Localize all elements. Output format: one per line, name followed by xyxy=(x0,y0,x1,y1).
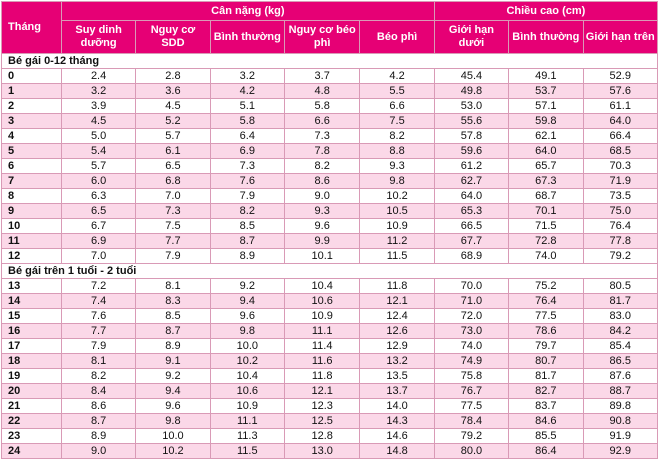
value-cell: 10.0 xyxy=(210,339,284,354)
value-cell: 8.5 xyxy=(136,309,210,324)
value-cell: 3.7 xyxy=(284,69,359,84)
value-cell: 5.1 xyxy=(210,99,284,114)
value-cell: 68.5 xyxy=(583,144,658,159)
value-cell: 12.9 xyxy=(360,339,434,354)
table-row xyxy=(2,144,658,159)
table-header xyxy=(2,2,658,54)
value-cell: 10.2 xyxy=(360,189,434,204)
value-cell: 91.9 xyxy=(583,429,658,444)
value-cell: 64.0 xyxy=(434,189,508,204)
value-cell: 6.6 xyxy=(284,114,359,129)
month-cell: 9 xyxy=(2,204,62,219)
section-row xyxy=(2,264,658,279)
table-row xyxy=(2,354,658,369)
col-header-risk-malnourished: Nguy cơ SDD xyxy=(136,21,210,54)
col-header-height-lower: Giới hạn dưới xyxy=(434,21,508,54)
value-cell: 12.1 xyxy=(284,384,359,399)
value-cell: 9.2 xyxy=(136,369,210,384)
value-cell: 11.5 xyxy=(210,444,284,459)
value-cell: 8.4 xyxy=(61,384,135,399)
value-cell: 85.4 xyxy=(583,339,658,354)
value-cell: 7.9 xyxy=(61,339,135,354)
value-cell: 12.4 xyxy=(360,309,434,324)
month-cell: 2 xyxy=(2,99,62,114)
value-cell: 84.2 xyxy=(583,324,658,339)
value-cell: 53.0 xyxy=(434,99,508,114)
value-cell: 6.7 xyxy=(61,219,135,234)
value-cell: 71.0 xyxy=(434,294,508,309)
value-cell: 57.8 xyxy=(434,129,508,144)
value-cell: 74.9 xyxy=(434,354,508,369)
value-cell: 5.7 xyxy=(136,129,210,144)
value-cell: 79.2 xyxy=(583,249,658,264)
value-cell: 10.4 xyxy=(210,369,284,384)
value-cell: 7.5 xyxy=(136,219,210,234)
value-cell: 4.5 xyxy=(136,99,210,114)
col-header-height-upper: Giới hạn trên xyxy=(583,21,658,54)
value-cell: 6.4 xyxy=(210,129,284,144)
table-row xyxy=(2,204,658,219)
table-row xyxy=(2,324,658,339)
month-cell: 6 xyxy=(2,159,62,174)
value-cell: 8.6 xyxy=(284,174,359,189)
value-cell: 4.2 xyxy=(210,84,284,99)
value-cell: 11.2 xyxy=(360,234,434,249)
month-cell: 1 xyxy=(2,84,62,99)
value-cell: 3.6 xyxy=(136,84,210,99)
value-cell: 49.8 xyxy=(434,84,508,99)
value-cell: 9.6 xyxy=(284,219,359,234)
value-cell: 76.4 xyxy=(509,294,583,309)
value-cell: 6.6 xyxy=(360,99,434,114)
value-cell: 13.0 xyxy=(284,444,359,459)
value-cell: 7.3 xyxy=(210,159,284,174)
value-cell: 9.2 xyxy=(210,279,284,294)
value-cell: 4.2 xyxy=(360,69,434,84)
value-cell: 77.8 xyxy=(583,234,658,249)
height-group-header: Chiều cao (cm) xyxy=(434,2,657,21)
month-cell: 0 xyxy=(2,69,62,84)
table-row xyxy=(2,279,658,294)
value-cell: 7.7 xyxy=(136,234,210,249)
value-cell: 10.0 xyxy=(136,429,210,444)
value-cell: 59.8 xyxy=(509,114,583,129)
value-cell: 10.9 xyxy=(284,309,359,324)
value-cell: 8.9 xyxy=(210,249,284,264)
value-cell: 70.3 xyxy=(583,159,658,174)
value-cell: 6.5 xyxy=(136,159,210,174)
value-cell: 67.3 xyxy=(509,174,583,189)
value-cell: 67.7 xyxy=(434,234,508,249)
month-cell: 17 xyxy=(2,339,62,354)
value-cell: 57.6 xyxy=(583,84,658,99)
value-cell: 11.1 xyxy=(210,414,284,429)
month-cell: 24 xyxy=(2,444,62,459)
table-body xyxy=(2,54,658,459)
value-cell: 14.6 xyxy=(360,429,434,444)
value-cell: 61.2 xyxy=(434,159,508,174)
table-row xyxy=(2,114,658,129)
value-cell: 8.8 xyxy=(360,144,434,159)
value-cell: 88.7 xyxy=(583,384,658,399)
value-cell: 8.7 xyxy=(136,324,210,339)
value-cell: 8.2 xyxy=(284,159,359,174)
month-cell: 3 xyxy=(2,114,62,129)
table-row xyxy=(2,189,658,204)
value-cell: 10.6 xyxy=(210,384,284,399)
value-cell: 7.9 xyxy=(136,249,210,264)
col-header-risk-obese: Nguy cơ béo phì xyxy=(284,21,359,54)
value-cell: 9.6 xyxy=(210,309,284,324)
section-title: Bé gái 0-12 tháng xyxy=(2,54,658,69)
value-cell: 10.9 xyxy=(210,399,284,414)
value-cell: 7.9 xyxy=(210,189,284,204)
value-cell: 76.7 xyxy=(434,384,508,399)
table-row xyxy=(2,69,658,84)
month-cell: 13 xyxy=(2,279,62,294)
value-cell: 9.6 xyxy=(136,399,210,414)
value-cell: 92.9 xyxy=(583,444,658,459)
value-cell: 8.1 xyxy=(136,279,210,294)
value-cell: 8.1 xyxy=(61,354,135,369)
month-header: Tháng xyxy=(2,2,62,54)
value-cell: 6.9 xyxy=(210,144,284,159)
value-cell: 8.2 xyxy=(61,369,135,384)
value-cell: 8.2 xyxy=(360,129,434,144)
value-cell: 8.3 xyxy=(136,294,210,309)
value-cell: 66.5 xyxy=(434,219,508,234)
value-cell: 9.0 xyxy=(284,189,359,204)
value-cell: 7.3 xyxy=(136,204,210,219)
value-cell: 80.7 xyxy=(509,354,583,369)
month-cell: 4 xyxy=(2,129,62,144)
value-cell: 13.2 xyxy=(360,354,434,369)
value-cell: 86.4 xyxy=(509,444,583,459)
table-row xyxy=(2,339,658,354)
table-row xyxy=(2,99,658,114)
value-cell: 76.4 xyxy=(583,219,658,234)
value-cell: 12.1 xyxy=(360,294,434,309)
month-cell: 14 xyxy=(2,294,62,309)
value-cell: 75.8 xyxy=(434,369,508,384)
month-cell: 22 xyxy=(2,414,62,429)
value-cell: 83.0 xyxy=(583,309,658,324)
value-cell: 5.2 xyxy=(136,114,210,129)
value-cell: 65.3 xyxy=(434,204,508,219)
month-cell: 16 xyxy=(2,324,62,339)
value-cell: 5.8 xyxy=(284,99,359,114)
value-cell: 4.8 xyxy=(284,84,359,99)
table-row xyxy=(2,129,658,144)
value-cell: 49.1 xyxy=(509,69,583,84)
value-cell: 13.5 xyxy=(360,369,434,384)
table-row xyxy=(2,399,658,414)
value-cell: 6.0 xyxy=(61,174,135,189)
value-cell: 70.0 xyxy=(434,279,508,294)
col-header-obese: Béo phì xyxy=(360,21,434,54)
table-row xyxy=(2,249,658,264)
value-cell: 82.7 xyxy=(509,384,583,399)
value-cell: 87.6 xyxy=(583,369,658,384)
value-cell: 11.6 xyxy=(284,354,359,369)
value-cell: 9.0 xyxy=(61,444,135,459)
value-cell: 3.2 xyxy=(210,69,284,84)
value-cell: 81.7 xyxy=(583,294,658,309)
value-cell: 14.3 xyxy=(360,414,434,429)
value-cell: 57.1 xyxy=(509,99,583,114)
table-row xyxy=(2,429,658,444)
value-cell: 8.7 xyxy=(210,234,284,249)
value-cell: 7.6 xyxy=(61,309,135,324)
value-cell: 7.4 xyxy=(61,294,135,309)
table-row xyxy=(2,234,658,249)
col-header-weight-normal: Bình thường xyxy=(210,21,284,54)
value-cell: 10.2 xyxy=(210,354,284,369)
value-cell: 9.4 xyxy=(210,294,284,309)
month-cell: 8 xyxy=(2,189,62,204)
month-cell: 11 xyxy=(2,234,62,249)
col-header-malnourished: Suy dinh dưỡng xyxy=(61,21,135,54)
table-row xyxy=(2,174,658,189)
value-cell: 74.0 xyxy=(434,339,508,354)
value-cell: 66.4 xyxy=(583,129,658,144)
value-cell: 77.5 xyxy=(509,309,583,324)
month-cell: 12 xyxy=(2,249,62,264)
value-cell: 10.1 xyxy=(284,249,359,264)
value-cell: 12.3 xyxy=(284,399,359,414)
value-cell: 13.7 xyxy=(360,384,434,399)
value-cell: 11.4 xyxy=(284,339,359,354)
table-row xyxy=(2,159,658,174)
value-cell: 7.6 xyxy=(210,174,284,189)
table-row xyxy=(2,444,658,459)
value-cell: 6.1 xyxy=(136,144,210,159)
value-cell: 11.8 xyxy=(360,279,434,294)
value-cell: 11.1 xyxy=(284,324,359,339)
value-cell: 75.2 xyxy=(509,279,583,294)
col-header-height-normal: Bình thường xyxy=(509,21,583,54)
month-cell: 5 xyxy=(2,144,62,159)
value-cell: 5.7 xyxy=(61,159,135,174)
value-cell: 77.5 xyxy=(434,399,508,414)
value-cell: 9.3 xyxy=(284,204,359,219)
value-cell: 62.7 xyxy=(434,174,508,189)
table-row xyxy=(2,414,658,429)
value-cell: 14.0 xyxy=(360,399,434,414)
value-cell: 6.3 xyxy=(61,189,135,204)
value-cell: 9.1 xyxy=(136,354,210,369)
value-cell: 10.6 xyxy=(284,294,359,309)
value-cell: 7.0 xyxy=(136,189,210,204)
value-cell: 6.9 xyxy=(61,234,135,249)
value-cell: 7.8 xyxy=(284,144,359,159)
value-cell: 7.7 xyxy=(61,324,135,339)
value-cell: 68.9 xyxy=(434,249,508,264)
table-row xyxy=(2,309,658,324)
value-cell: 9.3 xyxy=(360,159,434,174)
value-cell: 8.5 xyxy=(210,219,284,234)
month-cell: 23 xyxy=(2,429,62,444)
value-cell: 9.4 xyxy=(136,384,210,399)
value-cell: 72.0 xyxy=(434,309,508,324)
value-cell: 79.2 xyxy=(434,429,508,444)
value-cell: 78.4 xyxy=(434,414,508,429)
value-cell: 65.7 xyxy=(509,159,583,174)
value-cell: 83.7 xyxy=(509,399,583,414)
value-cell: 59.6 xyxy=(434,144,508,159)
value-cell: 9.8 xyxy=(136,414,210,429)
value-cell: 2.8 xyxy=(136,69,210,84)
value-cell: 5.0 xyxy=(61,129,135,144)
value-cell: 73.5 xyxy=(583,189,658,204)
value-cell: 10.4 xyxy=(284,279,359,294)
value-cell: 74.0 xyxy=(509,249,583,264)
value-cell: 7.5 xyxy=(360,114,434,129)
month-cell: 20 xyxy=(2,384,62,399)
value-cell: 4.5 xyxy=(61,114,135,129)
value-cell: 8.2 xyxy=(210,204,284,219)
value-cell: 11.8 xyxy=(284,369,359,384)
value-cell: 86.5 xyxy=(583,354,658,369)
value-cell: 8.6 xyxy=(61,399,135,414)
table-row xyxy=(2,384,658,399)
value-cell: 45.4 xyxy=(434,69,508,84)
value-cell: 80.5 xyxy=(583,279,658,294)
value-cell: 89.8 xyxy=(583,399,658,414)
section-row xyxy=(2,54,658,69)
value-cell: 6.8 xyxy=(136,174,210,189)
value-cell: 11.3 xyxy=(210,429,284,444)
month-cell: 7 xyxy=(2,174,62,189)
value-cell: 5.5 xyxy=(360,84,434,99)
value-cell: 52.9 xyxy=(583,69,658,84)
value-cell: 64.0 xyxy=(509,144,583,159)
value-cell: 71.9 xyxy=(583,174,658,189)
value-cell: 55.6 xyxy=(434,114,508,129)
value-cell: 9.9 xyxy=(284,234,359,249)
value-cell: 7.3 xyxy=(284,129,359,144)
value-cell: 53.7 xyxy=(509,84,583,99)
month-cell: 10 xyxy=(2,219,62,234)
value-cell: 8.9 xyxy=(61,429,135,444)
month-cell: 18 xyxy=(2,354,62,369)
value-cell: 64.0 xyxy=(583,114,658,129)
value-cell: 72.8 xyxy=(509,234,583,249)
value-cell: 78.6 xyxy=(509,324,583,339)
value-cell: 62.1 xyxy=(509,129,583,144)
value-cell: 84.6 xyxy=(509,414,583,429)
value-cell: 8.9 xyxy=(136,339,210,354)
value-cell: 10.2 xyxy=(136,444,210,459)
value-cell: 80.0 xyxy=(434,444,508,459)
value-cell: 73.0 xyxy=(434,324,508,339)
value-cell: 81.7 xyxy=(509,369,583,384)
value-cell: 10.9 xyxy=(360,219,434,234)
value-cell: 5.4 xyxy=(61,144,135,159)
value-cell: 7.2 xyxy=(61,279,135,294)
value-cell: 9.8 xyxy=(360,174,434,189)
value-cell: 12.6 xyxy=(360,324,434,339)
growth-table xyxy=(1,1,658,459)
table-row xyxy=(2,294,658,309)
section-title: Bé gái trên 1 tuổi - 2 tuổi xyxy=(2,264,658,279)
value-cell: 9.8 xyxy=(210,324,284,339)
value-cell: 3.2 xyxy=(61,84,135,99)
table-row xyxy=(2,219,658,234)
value-cell: 7.0 xyxy=(61,249,135,264)
value-cell: 12.5 xyxy=(284,414,359,429)
weight-group-header: Cân nặng (kg) xyxy=(61,2,434,21)
month-cell: 19 xyxy=(2,369,62,384)
value-cell: 14.8 xyxy=(360,444,434,459)
value-cell: 68.7 xyxy=(509,189,583,204)
month-cell: 15 xyxy=(2,309,62,324)
value-cell: 3.9 xyxy=(61,99,135,114)
value-cell: 6.5 xyxy=(61,204,135,219)
value-cell: 11.5 xyxy=(360,249,434,264)
value-cell: 10.5 xyxy=(360,204,434,219)
value-cell: 5.8 xyxy=(210,114,284,129)
value-cell: 8.7 xyxy=(61,414,135,429)
table-row xyxy=(2,369,658,384)
value-cell: 90.8 xyxy=(583,414,658,429)
value-cell: 85.5 xyxy=(509,429,583,444)
value-cell: 75.0 xyxy=(583,204,658,219)
value-cell: 61.1 xyxy=(583,99,658,114)
value-cell: 79.7 xyxy=(509,339,583,354)
value-cell: 2.4 xyxy=(61,69,135,84)
month-cell: 21 xyxy=(2,399,62,414)
value-cell: 12.8 xyxy=(284,429,359,444)
value-cell: 71.5 xyxy=(509,219,583,234)
table-row xyxy=(2,84,658,99)
value-cell: 70.1 xyxy=(509,204,583,219)
